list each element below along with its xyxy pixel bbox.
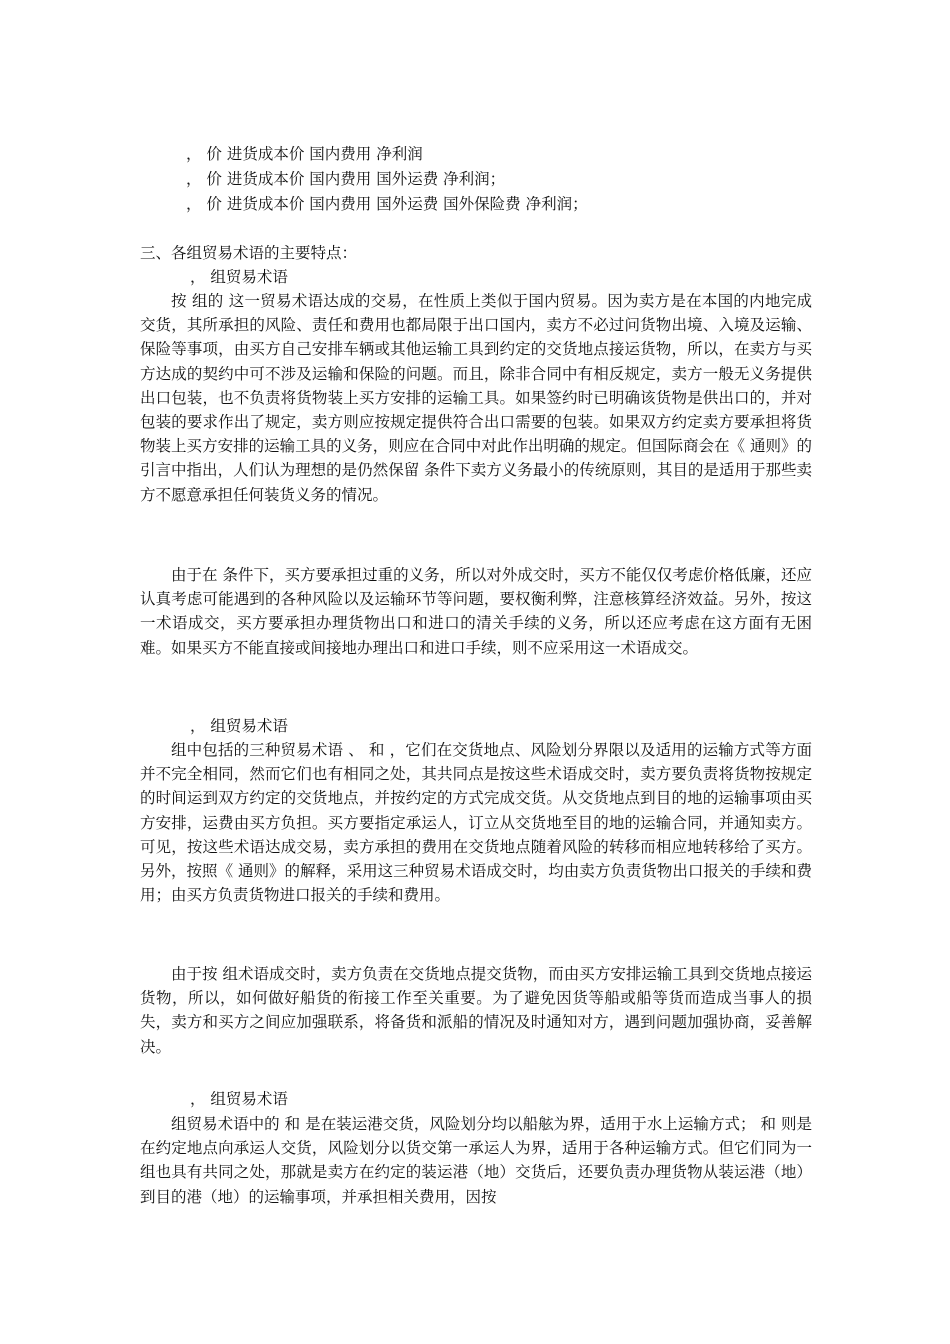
group3-paragraph-1: 组贸易术语中的 和 是在装运港交货，风险划分均以船舷为界，适用于水上运输方式； 和 则是在约定地点向承运人交货，风险划分以货交第一承运人为界，适用于各种运输方式。但它们同为一组也具有共同之处，那就是卖方在约定的装运港（地）交货后，还要负责办理货物从装运港（地）到目的港（地）的运输事项，并承担相关费用，因按 (140, 1115, 812, 1206)
group3-heading: ， 组贸易术语 (190, 1090, 288, 1108)
group2-paragraph-2: 由于按 组术语成交时，卖方负责在交货地点提交货物，而由买方安排运输工具到交货地点接运货物，所以，如何做好船货的衔接工作至关重要。为了避免因货等船或船等货而造成当事人的损失，卖方和买方之间应加强联系，将备货和派船的情况及时通知对方，遇到问题加强协商，妥善解决。 (140, 965, 812, 1056)
formula-line-1: ， 价 进货成本价 国内费用 净利润 (186, 145, 423, 163)
group2-paragraph-1: 组中包括的三种贸易术语 、 和 ，它们在交货地点、风险划分界限以及适用的运输方式等方面并不完全相同，然而它们也有相同之处，其共同点是按这些术语成交时，卖方要负责将货物按规定的时间运到双方约定的交货地点，并按约定的方式完成交货。从交货地点到目的地的运输事项由买方安排，运费由买方负担。买方要指定承运人，订立从交货地至目的地的运输合同，并通知卖方。可见，按这些术语达成交易，卖方承担的费用在交货地点随着风险的转移而相应地转移给了买方。另外，按照《 通则》的解释，采用这三种贸易术语成交时，均由卖方负责货物出口报关的手续和费用；由买方负责货物进口报关的手续和费用。 (140, 741, 812, 905)
formula-line-3: ， 价 进货成本价 国内费用 国外运费 国外保险费 净利润； (186, 195, 588, 213)
group1-heading: ， 组贸易术语 (190, 268, 288, 286)
group1-paragraph-2: 由于在 条件下，买方要承担过重的义务，所以对外成交时，买方不能仅仅考虑价格低廉，还应认真考虑可能遇到的各种风险以及运输环节等问题，要权衡利弊，注意核算经济效益。另外，按这一术语成交，买方要承担办理货物出口和进口的清关手续的义务，所以还应考虑在这方面有无困难。如果买方不能直接或间接地办理出口和进口手续，则不应采用这一术语成交。 (140, 566, 812, 657)
section-heading: 三、各组贸易术语的主要特点： (140, 244, 358, 262)
group1-paragraph-1: 按 组的 这一贸易术语达成的交易，在性质上类似于国内贸易。因为卖方是在本国的内地完成交货，其所承担的风险、责任和费用也都局限于出口国内，卖方不必过问货物出境、入境及运输、保险等事项，由买方自己安排车辆或其他运输工具到约定的交货地点接运货物，所以，在卖方与买方达成的契约中可不涉及运输和保险的问题。而且，除非合同中有相反规定，卖方一般无义务提供出口包装，也不负责将货物装上买方安排的运输工具。如果签约时已明确该货物是供出口的，并对包装的要求作出了规定，卖方则应按规定提供符合出口需要的包装。如果双方约定卖方要承担将货物装上买方安排的运输工具的义务，则应在合同中对此作出明确的规定。但国际商会在《 通则》的引言中指出，人们认为理想的是仍然保留 条件下卖方义务最小的传统原则，其目的是适用于那些卖方不愿意承担任何装货义务的情况。 (140, 292, 812, 504)
formula-line-2: ， 价 进货成本价 国内费用 国外运费 净利润； (186, 170, 506, 188)
group2-heading: ， 组贸易术语 (190, 717, 288, 735)
